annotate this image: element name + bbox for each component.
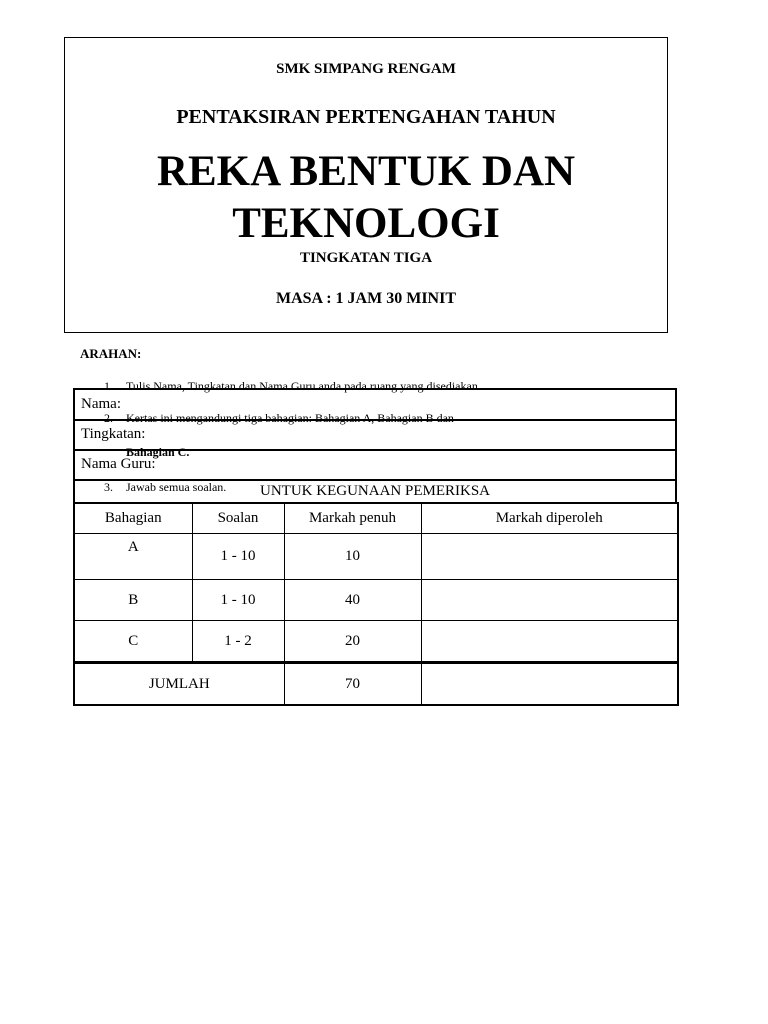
section-cell: C <box>74 621 192 663</box>
table-header-row <box>74 503 678 534</box>
section-cell: A <box>74 534 192 580</box>
obtained-marks-cell[interactable] <box>421 580 678 621</box>
marks-table <box>73 502 679 706</box>
assessment-title: PENTAKSIRAN PERTENGAHAN TAHUN <box>176 106 556 128</box>
questions-cell: 1 - 10 <box>192 580 284 621</box>
table-row <box>74 580 678 621</box>
name-label: Nama: <box>81 396 121 412</box>
examiner-heading-row <box>73 479 677 504</box>
full-marks-cell: 40 <box>284 580 421 621</box>
questions-cell: 1 - 2 <box>192 621 284 663</box>
full-marks-cell: 20 <box>284 621 421 663</box>
form-field[interactable] <box>73 419 677 451</box>
form-level: TINGKATAN TIGA <box>299 250 433 266</box>
instruction-text: Kertas ini mengandungi tiga bahagian: Bahagian A, Bahagian B dan <box>126 411 454 425</box>
column-header: Bahagian <box>74 503 192 534</box>
instruction-continuation: Bahagian C. <box>126 445 190 459</box>
subject-title-line2: TEKNOLOGI <box>232 200 500 247</box>
instruction-number: 2. <box>104 411 113 425</box>
questions-cell: 1 - 10 <box>192 534 284 580</box>
column-header: Soalan <box>192 503 284 534</box>
total-full-marks: 70 <box>284 663 421 706</box>
teacher-field[interactable] <box>73 449 677 481</box>
name-field[interactable] <box>73 388 677 421</box>
form-label: Tingkatan: <box>81 426 146 442</box>
total-obtained-marks[interactable] <box>421 663 678 706</box>
header-box <box>64 37 668 333</box>
table-row <box>74 621 678 663</box>
column-header: Markah penuh <box>284 503 421 534</box>
column-header: Markah diperoleh <box>421 503 678 534</box>
teacher-label: Nama Guru: <box>81 456 156 472</box>
subject-title-line1: REKA BENTUK DAN <box>156 148 576 195</box>
total-row <box>74 663 678 706</box>
examiner-heading: UNTUK KEGUNAAN PEMERIKSA <box>260 483 490 499</box>
exam-duration: MASA : 1 JAM 30 MINIT <box>276 290 456 307</box>
instruction-text: Tulis Nama, Tingkatan dan Nama Guru anda pada ruang yang disediakan. <box>126 379 481 393</box>
table-row <box>74 534 678 580</box>
instruction-text: Jawab semua soalan. <box>126 480 227 494</box>
total-label: JUMLAH <box>74 663 284 706</box>
instructions-title: ARAHAN: <box>80 346 142 361</box>
obtained-marks-cell[interactable] <box>421 534 678 580</box>
section-cell: B <box>74 580 192 621</box>
school-name: SMK SIMPANG RENGAM <box>276 61 456 77</box>
instruction-number: 1. <box>104 379 113 393</box>
obtained-marks-cell[interactable] <box>421 621 678 663</box>
full-marks-cell: 10 <box>284 534 421 580</box>
instruction-number: 3. <box>104 480 113 494</box>
